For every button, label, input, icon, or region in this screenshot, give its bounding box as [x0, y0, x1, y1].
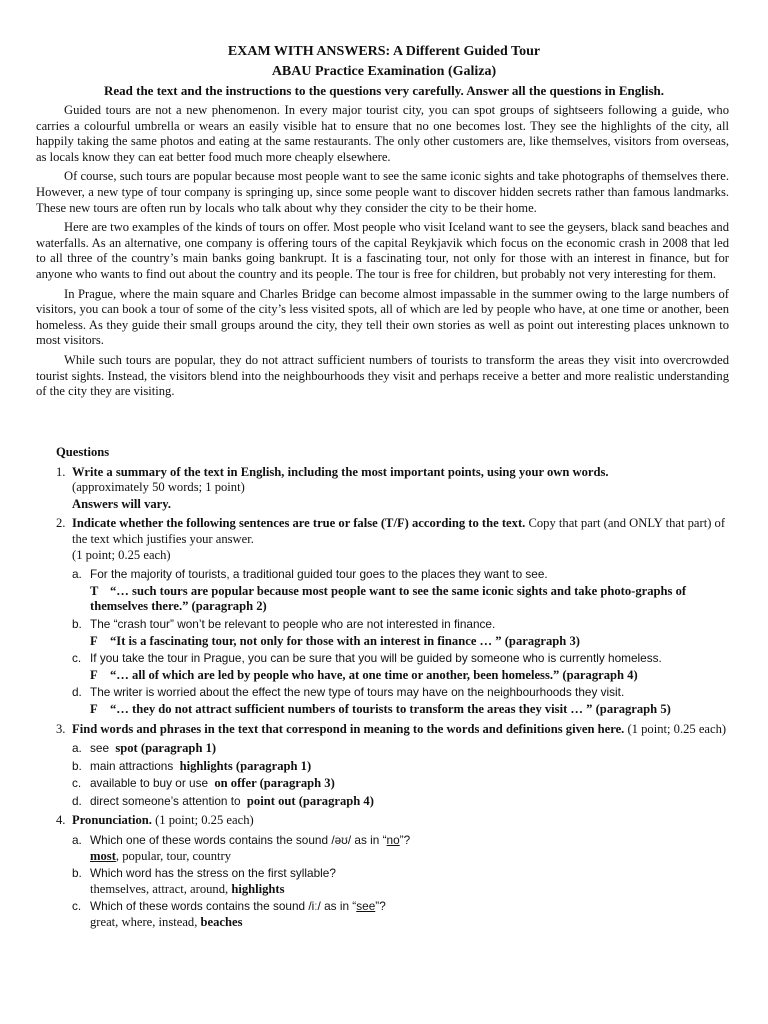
tf-value: F: [90, 701, 98, 716]
answer-quote: “… all of which are led by people who have, at one time or another, been homeless.” (paragraph 4): [110, 667, 638, 682]
question-number: 2.: [56, 516, 66, 531]
item-text: Which word has the stress on the first syllable?: [90, 866, 336, 881]
answer-2a: [36, 584, 732, 615]
reading-text: [36, 103, 729, 404]
paragraph-4: In Prague, where the main square and Charles Bridge can become almost impassable in the summer owing to the large numbers of visitors, you can book a tour of some of the city’s less visited spots, all of which are led by people who have, at one time or another, been homeless. As they guide their small groups around the city, they tell their own stories as well as point out interesting places unknown to most visitors.: [36, 286, 729, 348]
question-4: [36, 813, 732, 829]
item-letter: a.: [72, 833, 82, 848]
question-number: 4.: [56, 813, 66, 828]
paragraph-3: Here are two examples of the kinds of tours on offer. Most people who visit Iceland want to see the geysers, black sand beaches and waterfalls. As an alternative, one company is offering tours of the capital Reykjavik which focus on the economic crash in 2008 that led to all three of the country’s main banks going bankrupt. It is a fascinating tour, not only for those with an interest in finance, but for anyone who wants to find out about the country and its people. The tour is free for children, but probably not very interesting for them.: [36, 220, 729, 281]
question-1: [36, 465, 732, 513]
item-letter: a.: [72, 741, 82, 756]
question-4c: [36, 899, 732, 930]
question-4a: [36, 833, 732, 864]
tf-value: T: [90, 583, 99, 598]
option-word: popular: [122, 848, 161, 863]
question-answer: Answers will vary.: [72, 496, 171, 511]
item-letter: b.: [72, 866, 82, 881]
question-prompt: Indicate whether the following sentences are true or false (T/F) according to the text.: [72, 516, 526, 531]
option-word: around: [190, 881, 226, 896]
option-word: highlights: [231, 881, 285, 896]
question-3: [36, 722, 732, 738]
question-prompt: Pronunciation.: [72, 813, 152, 828]
item-answer: spot (paragraph 1): [115, 741, 217, 756]
question-2a: [36, 567, 732, 583]
question-prompt: Find words and phrases in the text that correspond in meaning to the words and definitions given here.: [72, 721, 625, 736]
item-letter: b.: [72, 616, 82, 631]
item-options: great, where, instead, beaches: [90, 915, 243, 930]
question-note: (approximately 50 words; 1 point): [72, 480, 245, 495]
item-answer: on offer (paragraph 3): [214, 776, 335, 791]
question-2: [36, 516, 732, 563]
question-2b: [36, 617, 732, 633]
item-text: available to buy or use: [90, 776, 209, 791]
answer-quote: “… they do not attract sufficient numbers of tourists to transform the areas they visit … ” (paragraph 5): [110, 701, 671, 716]
item-text-end: ”?: [399, 833, 411, 848]
option-word: most: [90, 848, 116, 863]
questions-heading: Questions: [56, 445, 110, 459]
question-prompt: Write a summary of the text in English, including the most important points, using your own words.: [72, 464, 609, 479]
exam-instructions: Read the text and the instructions to the questions very carefully. Answer all the questions in English.: [103, 83, 664, 98]
item-answer: point out (paragraph 4): [246, 793, 374, 808]
item-answer: highlights (paragraph 1): [179, 758, 312, 773]
option-word: great: [90, 915, 116, 930]
question-number: 1.: [56, 464, 66, 479]
answer-2d: [36, 702, 732, 718]
item-text: The “crash tour” won’t be relevant to people who are not interested in finance.: [90, 616, 496, 631]
item-text: The writer is worried about the effect the new type of tours may have on the neighbourhoods they visit.: [90, 685, 625, 700]
question-note: (1 point; 0.25 each): [627, 721, 727, 736]
item-text: main attractions: [90, 758, 174, 773]
item-text: For the majority of tourists, a traditional guided tour goes to the places they want to see.: [90, 567, 548, 582]
item-text: If you take the tour in Prague, you can be sure that you will be guided by someone who is currently homeless.: [90, 651, 662, 666]
option-word: themselves: [90, 881, 146, 896]
question-4b: [36, 866, 732, 897]
question-number: 3.: [56, 721, 66, 736]
option-word: beaches: [200, 915, 243, 930]
exam-title: EXAM WITH ANSWERS: A Different Guided Tour: [227, 44, 541, 59]
item-letter: c.: [72, 651, 82, 666]
paragraph-1: Guided tours are not a new phenomenon. In every major tourist city, you can spot groups of sightseers following a guide, who carries a colourful umbrella or wears an easily visible hat to ensure that no one becomes lost. They see the highlights of the city, all happily taking the same photos and eating at the same restaurants. The only other customers are, like themselves, visitors from overseas, as locals know they can eat better food much more cheaply elsewhere.: [36, 103, 729, 164]
item-letter: d.: [72, 685, 82, 700]
question-3d: [36, 794, 732, 810]
question-3b: [36, 759, 732, 775]
item-letter: b.: [72, 758, 82, 773]
exam-subtitle: ABAU Practice Examination (Galiza): [271, 64, 497, 79]
answer-2b: [36, 634, 732, 650]
item-letter: a.: [72, 567, 82, 582]
tf-value: F: [90, 633, 98, 648]
item-key-word: no: [386, 833, 400, 848]
item-options: most, popular, tour, country: [90, 848, 232, 863]
option-word: tour: [166, 848, 187, 863]
option-word: instead: [158, 915, 195, 930]
question-2d: [36, 685, 732, 701]
question-3c: [36, 776, 732, 792]
option-word: where: [121, 915, 153, 930]
item-options: themselves, attract, around, highlights: [90, 881, 285, 896]
item-letter: c.: [72, 899, 82, 914]
item-text: Which one of these words contains the sound /əʊ/ as in “: [90, 833, 387, 848]
option-word: attract: [152, 881, 184, 896]
question-prompt-rest: Copy that part (and ONLY that part) of the text which justifies your answer.: [72, 516, 726, 546]
paragraph-5: While such tours are popular, they do not attract sufficient numbers of tourists to transform the areas they visit into overcrowded tourist sights. Instead, the visitors blend into the neighbourhoods they visit and perhaps receive a better and more realistic understanding of the city they are visiting.: [36, 352, 729, 399]
questions-section: [36, 445, 732, 931]
question-note: (1 point; 0.25 each): [72, 547, 171, 562]
item-text: see: [90, 741, 110, 756]
paragraph-2: Of course, such tours are popular because most people want to see the same iconic sights and take photographs of themselves there. However, a new type of tour company is springing up, since some people want to discover hidden secrets rather than famous landmarks. These new tours are often run by locals who talk about why they consider the city to be their home.: [36, 169, 729, 215]
item-key-word: see: [356, 899, 376, 914]
option-word: country: [192, 848, 232, 863]
tf-value: F: [90, 667, 98, 682]
item-letter: d.: [72, 793, 82, 808]
item-text: direct someone’s attention to: [90, 793, 241, 808]
answer-quote: “It is a fascinating tour, not only for those with an interest in finance … ” (paragraph 3): [110, 633, 580, 648]
item-letter: c.: [72, 776, 82, 791]
item-text: Which of these words contains the sound /iː/ as in “: [90, 899, 357, 914]
question-note: (1 point; 0.25 each): [155, 813, 254, 828]
item-text-end: ”?: [375, 899, 386, 914]
answer-quote: “… such tours are popular because most people want to see the same iconic sights and take photo-graphs of themselves there.” (paragraph 2): [90, 583, 687, 614]
answer-2c: [36, 668, 732, 684]
question-3a: [36, 741, 732, 757]
question-2c: [36, 651, 732, 667]
